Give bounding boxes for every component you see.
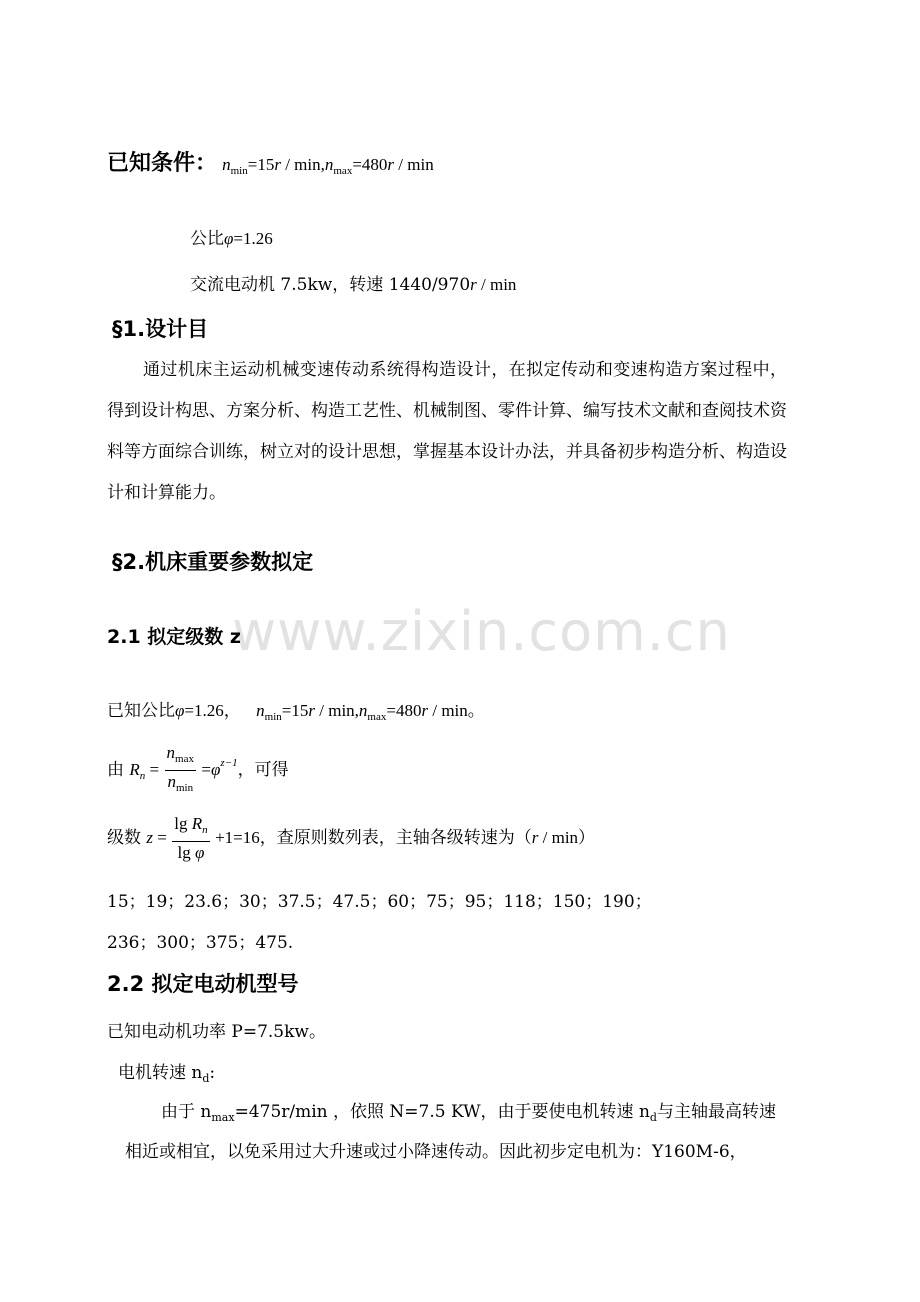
section-1-paragraph: 通过机床主运动机械变速传动系统得构造设计，在拟定传动和变速构造方案过程中，得到设计构思、方案分析、构造工艺性、机械制图、零件计算、编写技术文献和查阅技术资料等方面综合训练，树立对的设计思想，掌握基本设计办法，并具备初步构造分析、构造设计和计算能力。	[107, 360, 787, 503]
motor-power-line: 已知电动机功率 P=7.5kw。	[107, 1022, 326, 1042]
section-2-1-title: 2.1 拟定级数 z	[107, 626, 241, 648]
spindle-speeds-line-1: 15；19；23.6；30；37.5；47.5；60；75；95；118；150；190；	[107, 892, 652, 912]
section-2-title: §2.机床重要参数拟定	[112, 550, 314, 574]
section-2-2-title: 2.2 拟定电动机型号	[107, 972, 299, 996]
spindle-speeds-line-2: 236；300；375；475.	[107, 933, 294, 953]
speed-range-formula: $n_{min}=15r / \min,n_{max}=480r / \min$	[222, 155, 434, 177]
motor-selection-line-1: 由于 $n_{max}=475r/\min$ ，依照 N=7.5 KW，由于要使电机转速 $n_d$与主轴最高转速	[161, 1102, 776, 1124]
known-conditions-line	[107, 146, 434, 177]
motor-selection-line-2: 相近或相宜，以免采用过大升速或过小降速传动。因此初步定电机为：Y160M-6，	[125, 1142, 747, 1162]
range-fraction: $\frac{n_{max}}{n_{min}}$	[166, 743, 194, 794]
stage-fraction: $\frac{\lg R_n}{\text{lg φ}}$	[174, 814, 208, 862]
known-conditions-label: 已知条件：	[107, 151, 218, 176]
motor-line: 交流电动机 7.5kw，转速 1440/970r / min	[190, 275, 517, 295]
ratio-speed-line: 已知公比φ=1.26， $n_{min}=15r / \min,n_{max}=480r / \min$。	[107, 701, 485, 723]
section-1-title: §1.设计目	[112, 317, 209, 341]
stage-count-line: 级数 z = $\frac{\lg R_n}{\text{lg φ}}$ +1=16，查原则数列表，主轴各级转速为（r / min）	[107, 814, 596, 862]
watermark: www.zixin.com.cn	[232, 600, 731, 663]
range-formula-line: 由 $R_n$ = $\frac{n_{max}}{n_{min}}$ $=\varphi^{z-1}$，可得	[107, 742, 289, 799]
ratio-line: 公比φ=1.26	[190, 229, 273, 249]
motor-speed-label: 电机转速 $n_d$:	[118, 1063, 216, 1085]
